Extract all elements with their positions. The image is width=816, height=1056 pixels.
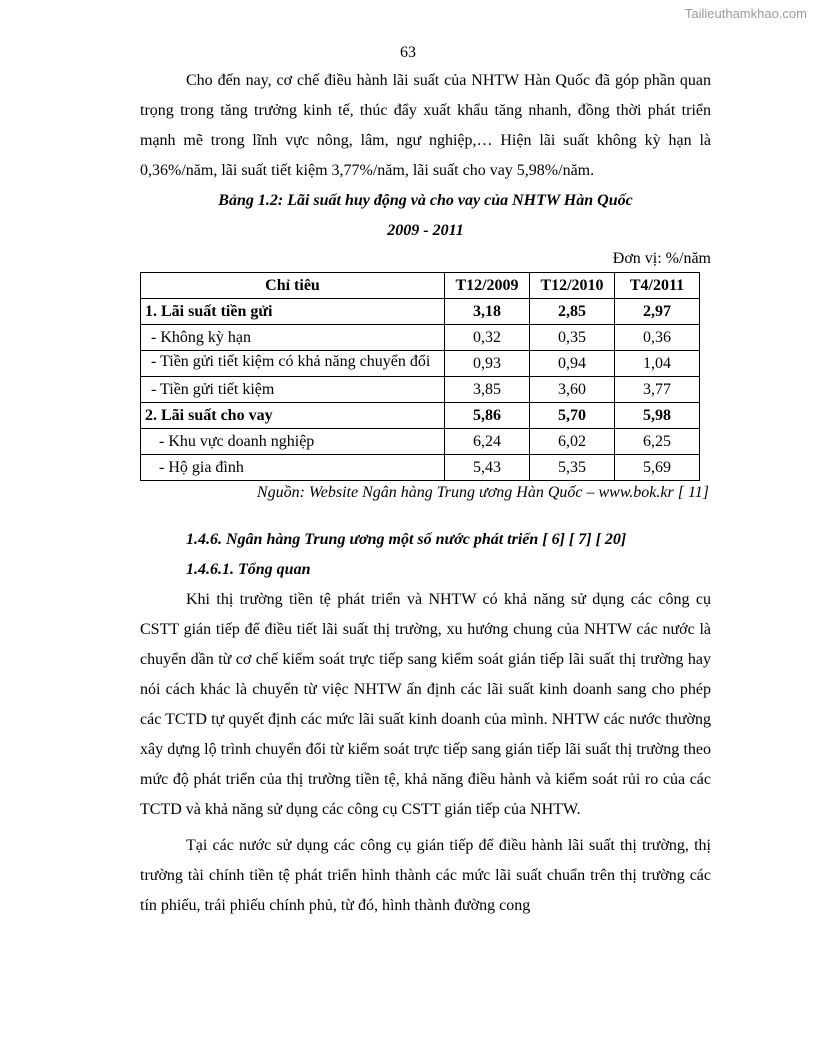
table-row [141,351,700,377]
document-body [140,66,711,921]
cell-value: 0,94 [530,351,615,377]
table-row [141,455,700,481]
interest-rate-table [140,272,700,481]
header-t12-2009: T12/2009 [445,273,530,299]
cell-value: 6,25 [615,429,700,455]
watermark: Tailieuthamkhao.com [684,6,807,21]
table-header-row [141,273,700,299]
subsection-heading: 1.4.6.1. Tổng quan [186,561,311,578]
table-row [141,325,700,351]
cell-value: 6,24 [445,429,530,455]
cell-value: 5,35 [530,455,615,481]
cell-value: 0,32 [445,325,530,351]
cell-value: 1,04 [615,351,700,377]
header-t4-2011: T4/2011 [615,273,700,299]
cell-value: 5,43 [445,455,530,481]
header-indicator: Chỉ tiêu [141,273,445,299]
row-label: - Tiền gửi tiết kiệm [141,377,445,403]
table-unit: Đơn vị: %/năm [612,250,711,267]
cell-value: 0,36 [615,325,700,351]
cell-value: 5,98 [615,403,700,429]
table-row [141,299,700,325]
section-heading: 1.4.6. Ngân hàng Trung ương một số nước phát triển [ 6] [ 7] [ 20] [186,531,627,548]
table-source: Nguồn: Website Ngân hàng Trung ương Hàn Quốc – www.bok.kr [ 11] [256,484,709,501]
cell-value: 2,85 [530,299,615,325]
paragraph-overview: Khi thị trường tiền tệ phát triển và NHTW có khả năng sử dụng các công cụ CSTT gián tiếp để điều tiết lãi suất thị trường, xu hướng chung của NHTW các nước là chuyển dần từ cơ chế kiểm soát trực tiếp sang kiểm soát gián tiếp lãi suất thị trường hay nói cách khác là chuyển từ việc NHTW ấn định các lãi suất kinh doanh sang cho phép các TCTD tự quyết định các mức lãi suất kinh doanh của mình. NHTW các nước thường xây dựng lộ trình chuyển đổi từ kiểm soát trực tiếp sang gián tiếp lãi suất thị trường theo mức độ phát triển của thị trường tiền tệ, khả năng điều hành và kiểm soát rủi ro của các TCTD và khả năng sử dụng các công cụ CSTT gián tiếp của NHTW. [140,591,711,818]
cell-value: 5,70 [530,403,615,429]
cell-value: 3,18 [445,299,530,325]
cell-value: 3,60 [530,377,615,403]
table-caption-years: 2009 - 2011 [387,222,464,239]
cell-value: 3,77 [615,377,700,403]
row-label: - Không kỳ hạn [141,325,445,351]
table-row [141,403,700,429]
cell-value: 0,93 [445,351,530,377]
paragraph-indirect-tools: Tại các nước sử dụng các công cụ gián tiếp để điều hành lãi suất thị trường, thị trường tài chính tiền tệ phát triển hình thành các mức lãi suất chuẩn trên thị trường các tín phiếu, trái phiếu chính phủ, từ đó, hình thành đường cong [140,837,711,914]
header-t12-2010: T12/2010 [530,273,615,299]
table-caption: Bảng 1.2: Lãi suất huy động và cho vay của NHTW Hàn Quốc [218,192,633,209]
paragraph-intro: Cho đến nay, cơ chế điều hành lãi suất của NHTW Hàn Quốc đã góp phần quan trọng trong tăng trưởng kinh tế, thúc đẩy xuất khẩu tăng nhanh, đồng thời phát triển mạnh mẽ trong lĩnh vực nông, lâm, ngư nghiệp,… Hiện lãi suất không kỳ hạn là 0,36%/năm, lãi suất tiết kiệm 3,77%/năm, lãi suất cho vay 5,98%/năm. [140,72,711,179]
cell-value: 5,86 [445,403,530,429]
row-label: - Hộ gia đình [141,455,445,481]
row-label: - Khu vực doanh nghiệp [141,429,445,455]
cell-value: 3,85 [445,377,530,403]
table-row [141,377,700,403]
row-label: - Tiền gửi tiết kiệm có khả năng chuyển đổi [141,351,445,377]
cell-value: 2,97 [615,299,700,325]
row-label: 1. Lãi suất tiền gửi [141,299,445,325]
row-label: 2. Lãi suất cho vay [141,403,445,429]
cell-value: 0,35 [530,325,615,351]
page-number: 63 [400,44,416,61]
cell-value: 6,02 [530,429,615,455]
table-row [141,429,700,455]
cell-value: 5,69 [615,455,700,481]
